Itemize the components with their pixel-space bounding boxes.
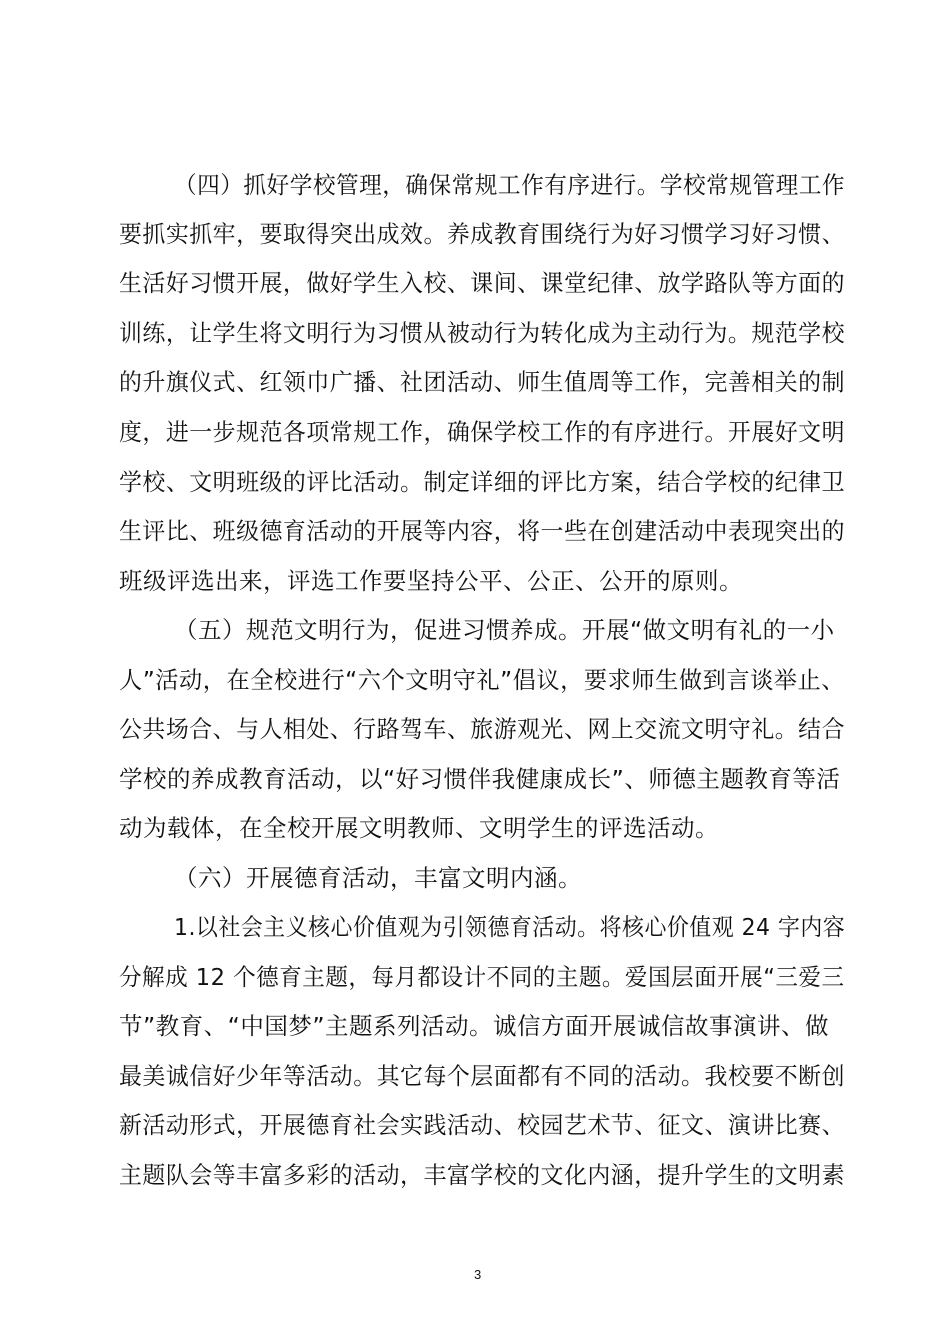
text-line: （五）规范文明行为，促进习惯养成。开展“做文明有礼的一小 <box>174 616 835 644</box>
text-line: 生评比、班级德育活动的开展等内容，将一些在创建活动中表现突出的 <box>119 517 845 545</box>
page-number: 3 <box>474 1267 482 1282</box>
text-line: 人”活动，在全校进行“六个文明守礼”倡议，要求师生做到言谈举止、 <box>119 666 846 694</box>
text-line: 最美诚信好少年等活动。其它每个层面都有不同的活动。我校要不断创 <box>119 1062 845 1090</box>
text-line: （六）开展德育活动，丰富文明内涵。 <box>174 864 582 892</box>
text-line: 主题队会等丰富多彩的活动，丰富学校的文化内涵，提升学生的文明素 <box>119 1161 845 1189</box>
text-line: 学校、文明班级的评比活动。制定详细的评比方案，结合学校的纪律卫 <box>119 468 845 496</box>
text-line: 学校的养成教育活动，以“好习惯伴我健康成长”、师德主题教育等活 <box>119 765 841 793</box>
text-line: 节”教育、“中国梦”主题系列活动。诚信方面开展诚信故事演讲、做 <box>119 1012 830 1040</box>
text-line: 公共场合、与人相处、行路驾车、旅游观光、网上交流文明守礼。结合 <box>119 715 845 743</box>
text-line: 班级评选出来，评选工作要坚持公平、公正、公开的原则。 <box>119 567 743 595</box>
text-line: 训练，让学生将文明行为习惯从被动行为转化成为主动行为。规范学校 <box>119 319 845 347</box>
text-line: （四）抓好学校管理，确保常规工作有序进行。学校常规管理工作 <box>174 171 846 199</box>
text-line: 的升旗仪式、红领巾广播、社团活动、师生值周等工作，完善相关的制 <box>119 368 845 396</box>
text-line: 新活动形式，开展德育社会实践活动、校园艺术节、征文、演讲比赛、 <box>119 1111 845 1139</box>
text-line: 动为载体，在全校开展文明教师、文明学生的评选活动。 <box>119 814 719 842</box>
text-line: 度，进一步规范各项常规工作，确保学校工作的有序进行。开展好文明 <box>119 418 845 446</box>
text-line: 生活好习惯开展，做好学生入校、课间、课堂纪律、放学路队等方面的 <box>119 269 845 297</box>
text-line: 要抓实抓牢，要取得突出成效。养成教育围绕行为好习惯学习好习惯、 <box>119 220 845 248</box>
text-line: 1.以社会主义核心价值观为引领德育活动。将核心价值观 24 字内容 <box>174 913 846 941</box>
text-line: 分解成 12 个德育主题，每月都设计不同的主题。爱国层面开展“三爱三 <box>119 963 845 991</box>
